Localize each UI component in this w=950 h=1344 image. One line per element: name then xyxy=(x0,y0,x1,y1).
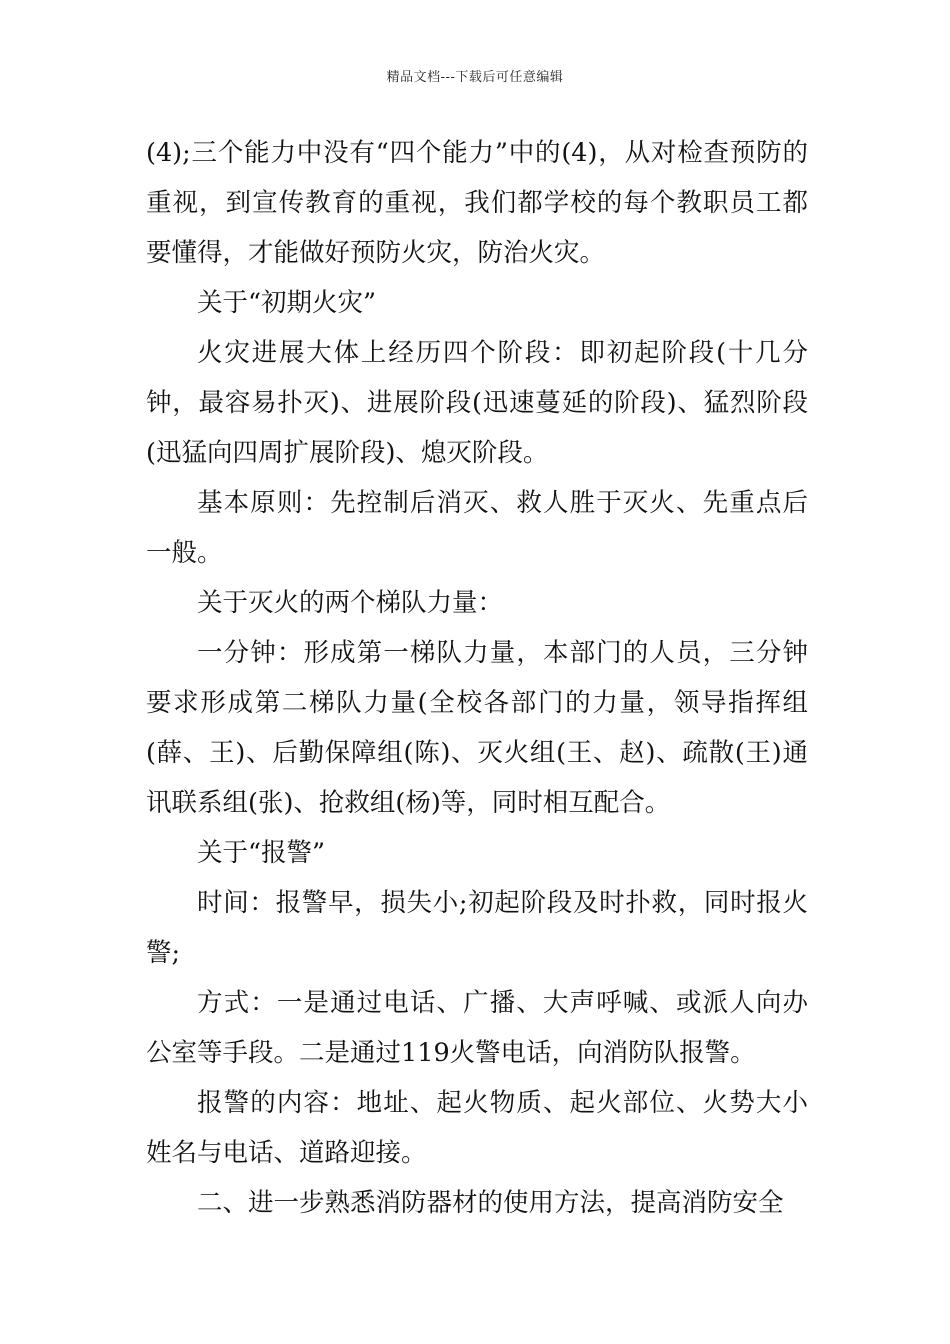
paragraph: 火灾进展大体上经历四个阶段：即初起阶段(十几分钟，最容易扑灭)、进展阶段(迅速蔓延的阶段)、猛烈阶段(迅猛向四周扩展阶段)、熄灭阶段。 xyxy=(146,338,808,468)
paragraph: 二、进一步熟悉消防器材的使用方法，提高消防安全 xyxy=(197,1188,784,1218)
page-header: 精品文档---下载后可任意编辑 xyxy=(386,70,564,85)
section-heading: 关于“初期火灾” xyxy=(197,288,377,318)
paragraph: 报警的内容：地址、起火物质、起火部位、火势大小姓名与电话、道路迎接。 xyxy=(146,1088,808,1168)
section-heading: 关于灭火的两个梯队力量： xyxy=(197,588,504,618)
paragraph: 一分钟：形成第一梯队力量，本部门的人员，三分钟要求形成第二梯队力量(全校各部门的力量，领导指挥组(薛、王)、后勤保障组(陈)、灭火组(王、赵)、疏散(王)通讯联系组(张)、抢救组(杨)等，同时相互配合。 xyxy=(146,638,808,818)
paragraph: (4);三个能力中没有“四个能力”中的(4)，从对检查预防的重视，到宣传教育的重视，我们都学校的每个教职员工都要懂得，才能做好预防火灾，防治火灾。 xyxy=(146,138,808,268)
section-heading: 关于“报警” xyxy=(197,838,326,868)
paragraph: 时间：报警早，损失小;初起阶段及时扑救，同时报火警; xyxy=(146,888,808,968)
document-body xyxy=(146,128,808,1228)
paragraph: 基本原则：先控制后消灭、救人胜于灭火、先重点后一般。 xyxy=(146,488,808,568)
paragraph: 方式：一是通过电话、广播、大声呼喊、或派人向办公室等手段。二是通过119火警电话，向消防队报警。 xyxy=(146,988,808,1068)
